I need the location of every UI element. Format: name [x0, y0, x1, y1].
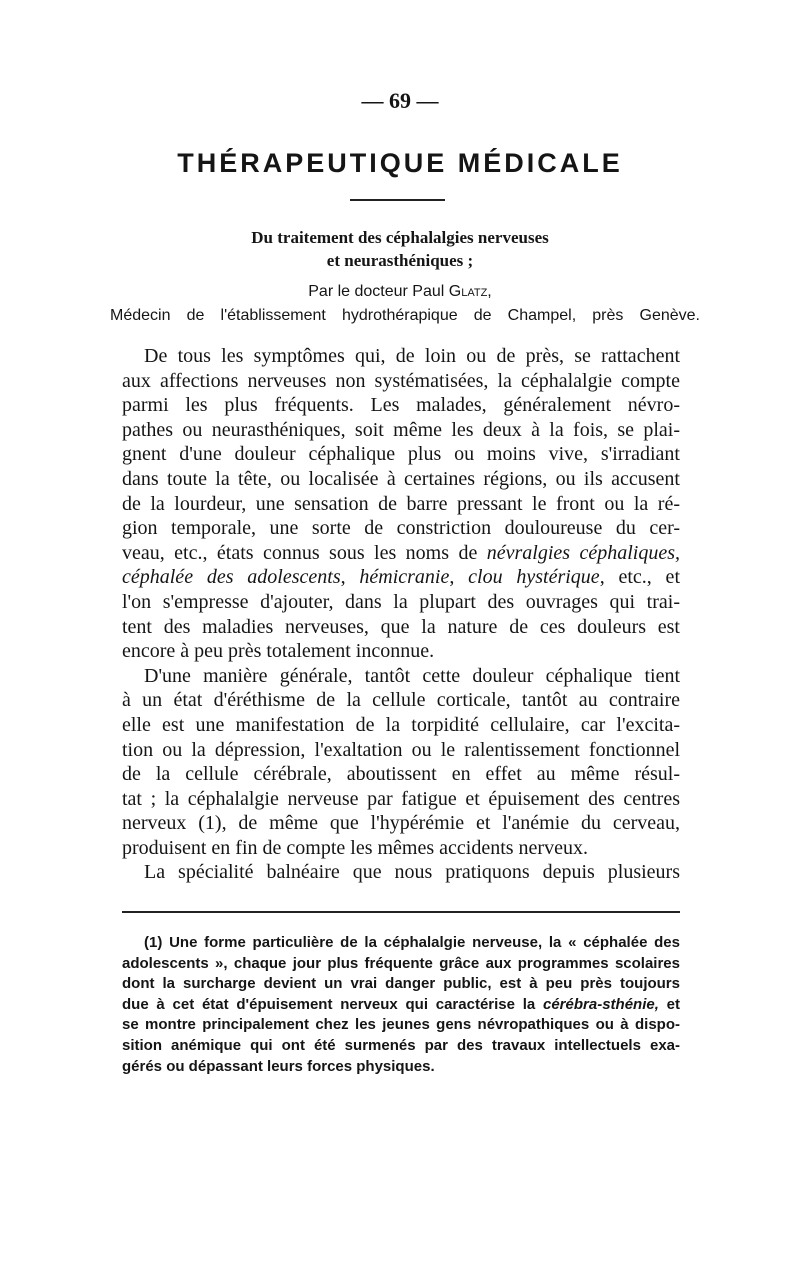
italic-term: névralgies céphaliques,	[486, 541, 681, 564]
author-name: Glatz,	[448, 283, 492, 300]
body-line	[122, 565, 680, 590]
body-line: dans toute la tête, ou localisée à certaines régions, ou ils accusent	[122, 467, 680, 490]
italic-term: céphalée des adolescents	[122, 566, 341, 589]
body-line: de la lourdeur, une sensation de barre pressant le front ou la ré-	[122, 492, 680, 515]
footnote-line: (1) Une forme particulière de la céphalalgie nerveuse, la « céphalée des	[144, 934, 680, 951]
body-line: l'on s'empresse d'ajouter, dans la plupart des ouvrages qui trai-	[122, 590, 680, 613]
footnote	[122, 933, 680, 1077]
body-line: tion ou la dépression, l'exaltation ou le ralentissement fonctionnel	[122, 738, 680, 761]
body-text	[122, 344, 680, 885]
italic-term: hémicranie	[359, 566, 450, 589]
footnote-divider	[122, 911, 680, 913]
footnote-text: due à cet état d'épuisement nerveux qui caractérise la	[122, 995, 543, 1013]
footnote-line: dont la surcharge devient un vrai danger public, est à peu près toujours	[122, 975, 680, 993]
body-line: produisent en fin de compte les mêmes accidents nerveux.	[122, 836, 588, 859]
body-line: de la cellule cérébrale, aboutissent en effet au même résul-	[122, 763, 680, 786]
body-line: gion temporale, une sorte de constriction douloureuse du cer-	[122, 517, 680, 540]
footnote-line: gérés ou dépassant leurs forces physiques.	[122, 1057, 435, 1075]
body-line: aux affections nerveuses non systématisées, la céphalalgie compte	[122, 369, 680, 392]
section-title: THÉRAPEUTIQUE MÉDICALE	[177, 148, 623, 178]
page-number: — 69 —	[361, 88, 439, 113]
title-divider	[350, 199, 445, 201]
footnote-line	[122, 995, 680, 1016]
body-line: gnent d'une douleur céphalique plus ou moins vive, s'irradiant	[122, 443, 680, 466]
italic-term: cérébra-sthénie,	[543, 995, 659, 1013]
body-line: elle est une manifestation de la torpidité cellulaire, car l'excita-	[122, 713, 680, 736]
author-affiliation: Médecin de l'établissement hydrothérapique de Champel, près Genève.	[110, 307, 700, 324]
footnote-line: se montre principalement chez les jeunes gens névropathiques ou à dispo-	[122, 1016, 680, 1034]
article-title	[120, 226, 680, 272]
body-line: encore à peu près totalement inconnue.	[122, 640, 435, 663]
footnote-line: sition anémique qui ont été surmenés par des travaux intellectuels exa-	[122, 1036, 680, 1054]
body-line: D'une manière générale, tantôt cette douleur céphalique tient	[144, 664, 680, 687]
body-line-text: , etc., et	[599, 566, 680, 589]
body-line	[122, 541, 680, 566]
body-line: pathes ou neurasthéniques, soit même les deux à la fois, se plai-	[122, 418, 680, 441]
article-title-line: et neurasthéniques ;	[326, 251, 474, 270]
body-line-text: ,	[449, 566, 469, 589]
author-line	[0, 283, 800, 301]
body-line-text: veau, etc., états connus sous les noms de	[122, 541, 487, 564]
body-line: tent des maladies nerveuses, que la nature de ces douleurs est	[122, 615, 680, 638]
body-line: La spécialité balnéaire que nous pratiquons depuis plusieurs	[144, 861, 680, 884]
footnote-line: adolescents », chaque jour plus fréquente grâce aux programmes scolaires	[122, 954, 680, 972]
body-line: parmi les plus fréquents. Les malades, généralement névro-	[122, 394, 680, 417]
body-line: à un état d'éréthisme de la cellule corticale, tantôt au contraire	[122, 689, 680, 712]
body-line-text: ,	[340, 566, 360, 589]
body-line: De tous les symptômes qui, de loin ou de près, se rattachent	[144, 345, 680, 367]
author-prefix: Par le docteur Paul	[308, 283, 449, 300]
body-line: nerveux (1), de même que l'hypérémie et l'anémie du cerveau,	[122, 812, 680, 835]
article-title-line: Du traitement des céphalalgies nerveuses	[251, 228, 549, 247]
footnote-text: et	[658, 995, 680, 1013]
body-line: tat ; la céphalalgie nerveuse par fatigue et épuisement des centres	[122, 787, 680, 810]
italic-term: clou hystérique	[468, 566, 600, 589]
